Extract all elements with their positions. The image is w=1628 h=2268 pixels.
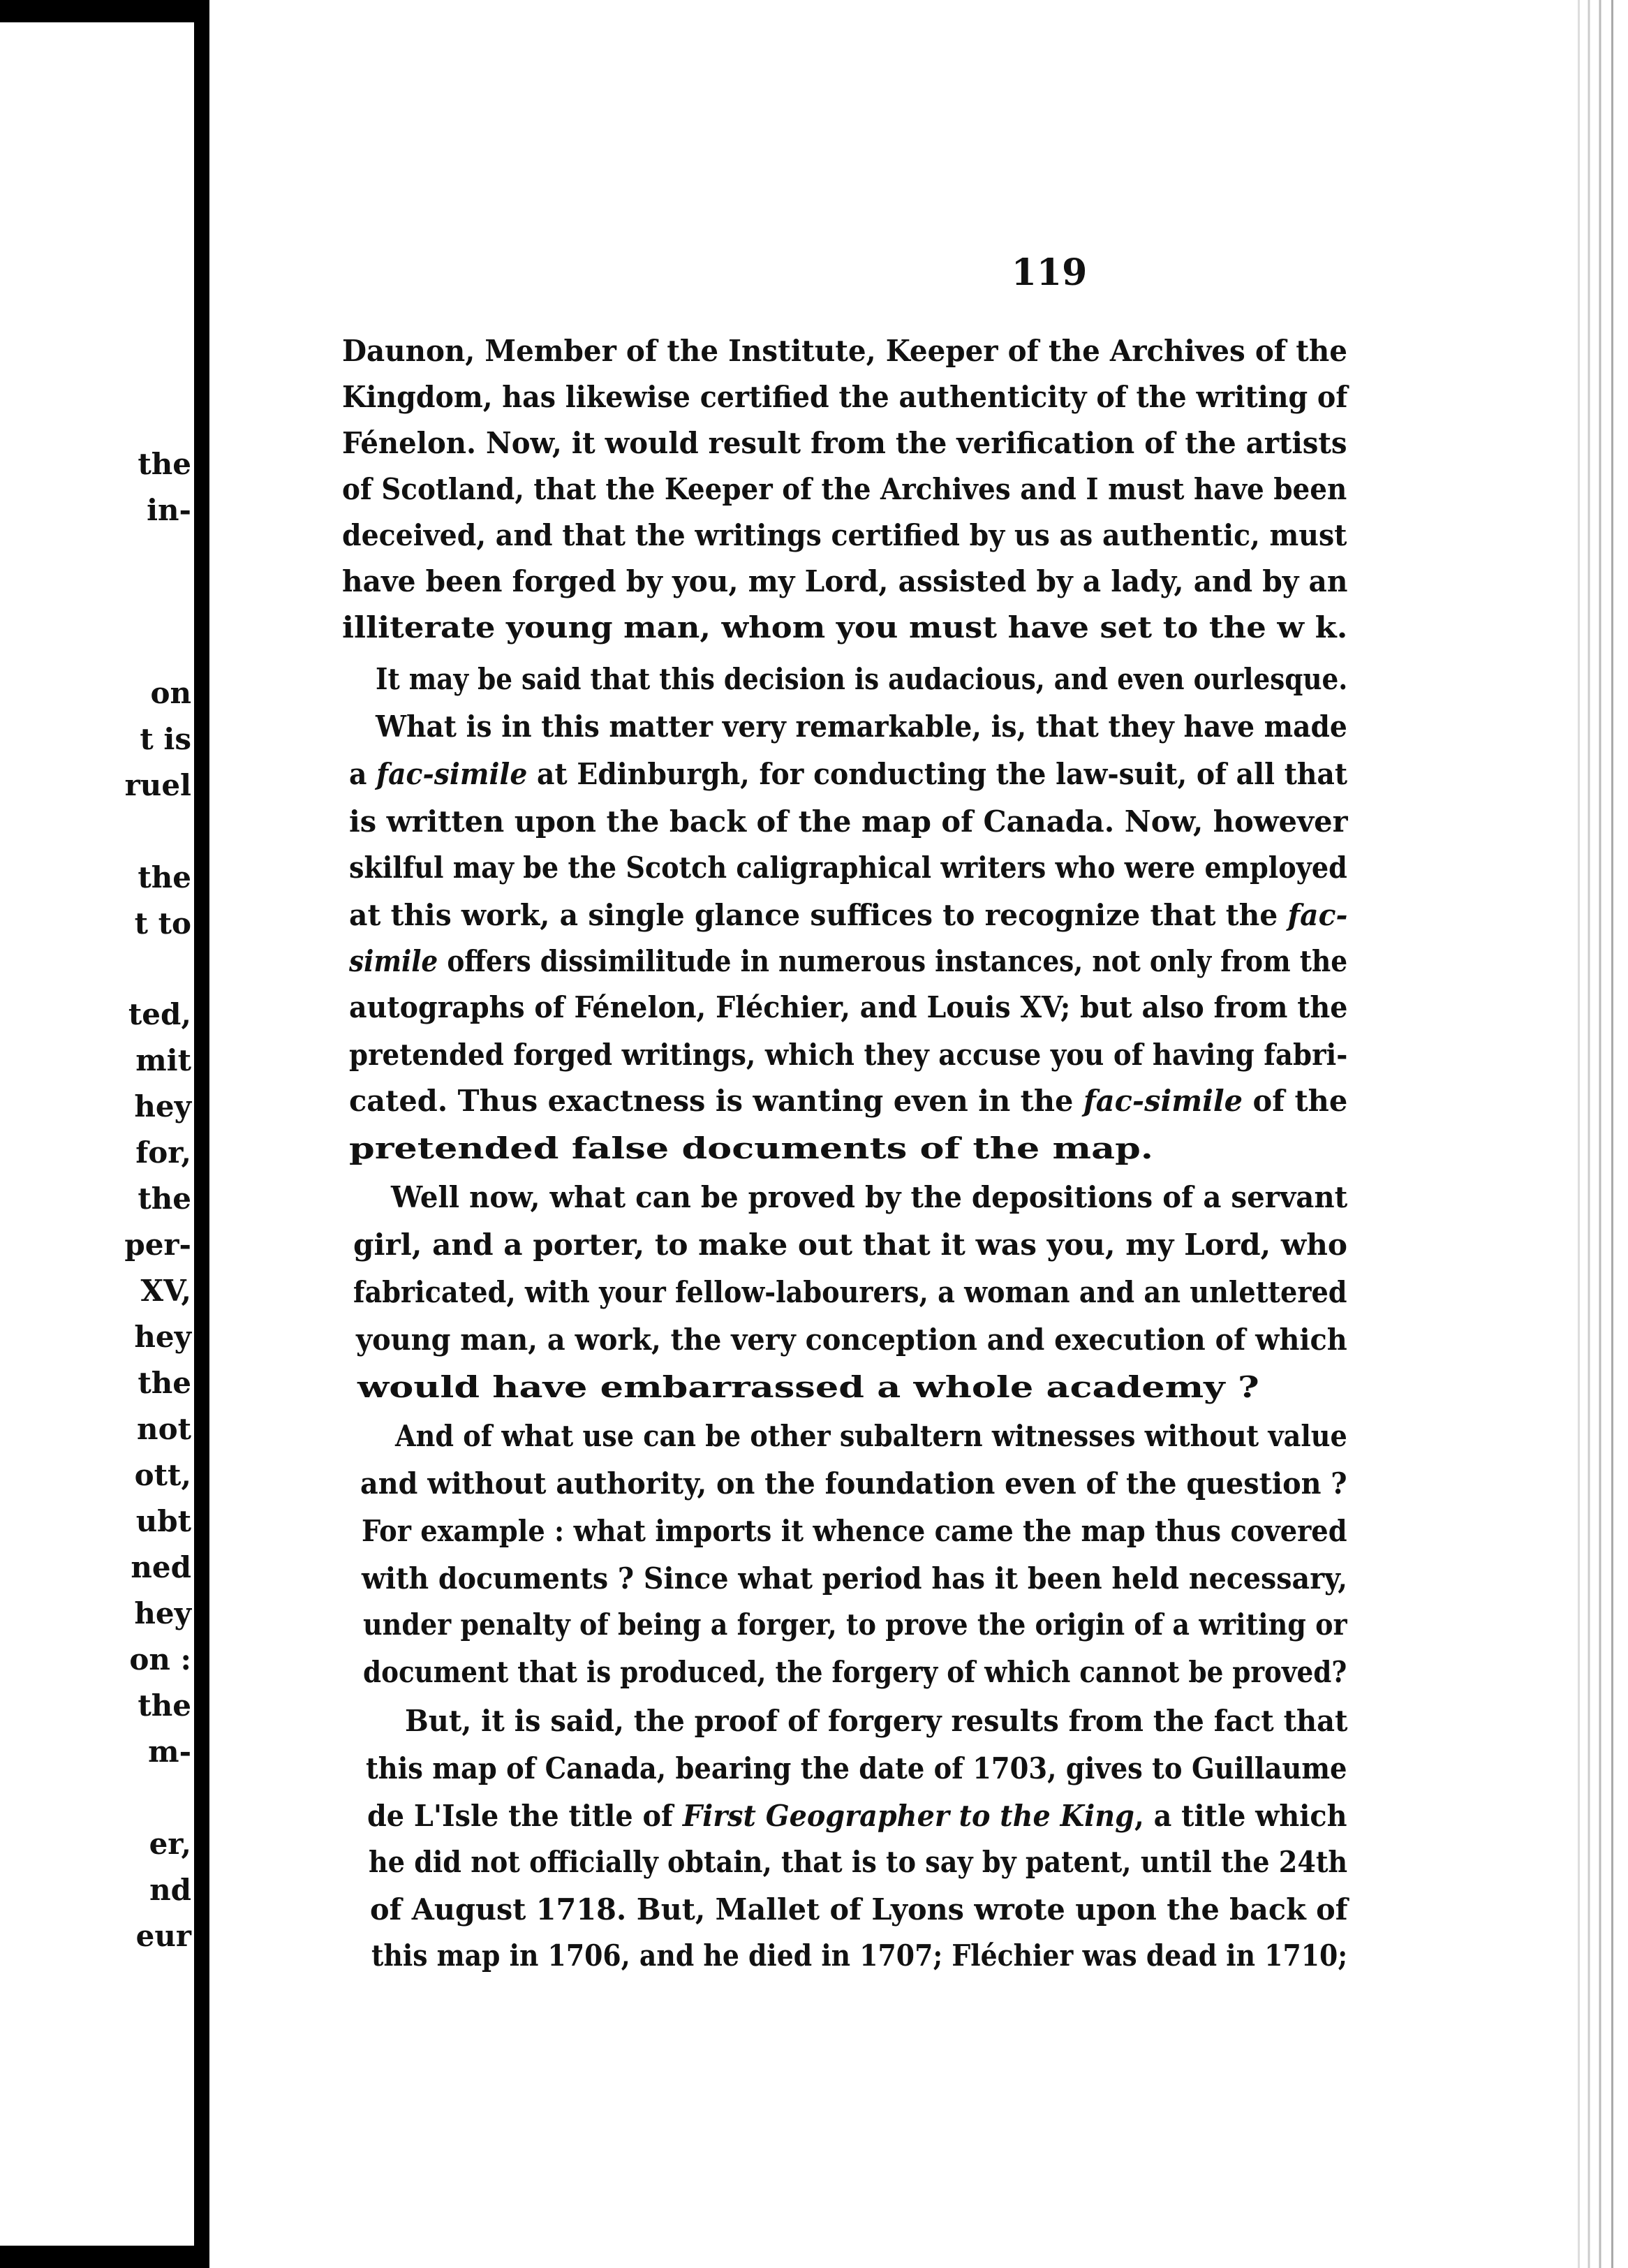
left-page-fragment: the: [138, 860, 191, 894]
left-page-fragment: on: [150, 676, 191, 710]
left-page-fragment: t to: [134, 906, 191, 941]
left-page-fragment: the: [138, 1688, 191, 1723]
left-page-fragment: for,: [135, 1135, 191, 1170]
left-page-fragment: hey: [134, 1596, 191, 1630]
left-page-fragment: t is: [140, 722, 191, 756]
left-page-fragment: per-: [124, 1228, 191, 1262]
left-page-fragment: ruel: [124, 768, 191, 802]
left-page-fragment: eur: [135, 1919, 191, 1953]
left-page-fragment: in-: [147, 493, 191, 527]
text-segment: at Edinburgh, for conducting the law-suit, of all that: [527, 757, 1348, 791]
left-page-fragment: mit: [135, 1043, 191, 1077]
left-page-fragment: not: [137, 1412, 191, 1446]
text-line: Daunon, Member of the Institute, Keeper of the Archives of the: [342, 334, 1347, 368]
text-line: Kingdom, has likewise certified the authenticity of the writing of: [342, 380, 1348, 414]
text-line: pretended forged writings, which they accuse you of having fabri-: [349, 1038, 1348, 1072]
text-segment: de L'Isle the title of: [367, 1799, 683, 1833]
text-line: with documents ? Since what period has it been held necessary,: [362, 1561, 1348, 1596]
text-line: he did not officially obtain, that is to say by patent, until the 24th: [369, 1845, 1348, 1879]
italic-phrase: fac-simile: [1083, 1084, 1243, 1118]
text-segment: a: [349, 757, 377, 791]
left-page-edge: [0, 22, 194, 2246]
left-page-fragment: ott,: [134, 1458, 191, 1492]
left-page-fragment: m-: [148, 1735, 191, 1769]
text-line: [349, 757, 1347, 791]
italic-phrase: fac-: [1287, 898, 1348, 932]
left-page-fragment: on :: [129, 1642, 191, 1677]
text-line: this map of Canada, bearing the date of 1703, gives to Guillaume: [366, 1751, 1347, 1785]
left-page-fragment: ted,: [128, 997, 191, 1031]
text-segment: of the: [1243, 1084, 1348, 1118]
text-line: Well now, what can be proved by the depositions of a servant: [391, 1180, 1348, 1214]
text-line: and without authority, on the foundation even of the question ?: [360, 1466, 1347, 1501]
text-line: It may be said that this decision is audacious, and even ourlesque.: [376, 662, 1348, 696]
left-page-fragment: nd: [149, 1873, 191, 1907]
text-line: of Scotland, that the Keeper of the Archives and I must have been: [342, 472, 1347, 506]
left-page-fragment: hey: [134, 1089, 191, 1124]
text-line: under penalty of being a forger, to prove the origin of a writing or: [363, 1607, 1347, 1642]
text-line: [349, 944, 1347, 978]
left-page-fragment: ubt: [135, 1504, 191, 1538]
text-line: autographs of Fénelon, Fléchier, and Louis XV; but also from the: [349, 990, 1348, 1024]
text-line: have been forged by you, my Lord, assisted by a lady, and by an: [342, 564, 1348, 598]
text-line: What is in this matter very remarkable, is, that they have made: [376, 709, 1347, 744]
text-line: fabricated, with your fellow-labourers, a woman and an unlettered: [353, 1275, 1347, 1309]
text-line: Fénelon. Now, it would result from the verification of the artists: [342, 426, 1347, 460]
left-page-fragment: er,: [149, 1827, 191, 1861]
italic-phrase: fac-simile: [376, 757, 528, 791]
text-line: deceived, and that the writings certified by us as authentic, must: [342, 518, 1347, 552]
text-line: document that is produced, the forgery of which cannot be proved?: [363, 1655, 1347, 1689]
left-page-fragment: the: [138, 447, 191, 481]
italic-phrase: First Geographer to the King: [682, 1799, 1134, 1833]
text-segment: offers dissimilitude in numerous instances, not only from the: [438, 944, 1348, 978]
text-line: illiterate young man, whom you must have set to the w k.: [342, 610, 1348, 645]
text-line: pretended false documents of the map.: [349, 1131, 1154, 1165]
text-line: girl, and a porter, to make out that it was you, my Lord, who: [353, 1228, 1348, 1262]
text-segment: cated. Thus exactness is wanting even in the: [349, 1084, 1083, 1118]
page-number: 119: [1011, 251, 1088, 294]
text-line: [349, 1084, 1347, 1118]
left-page-fragment: the: [138, 1181, 191, 1216]
text-segment: at this work, a single glance suffices to recognize that the: [349, 898, 1288, 932]
right-page: [209, 0, 1572, 2268]
text-line: [367, 1799, 1347, 1833]
left-page-fragment: the: [138, 1366, 191, 1400]
left-page-fragment: ned: [131, 1550, 191, 1584]
left-page-fragment: XV,: [140, 1274, 191, 1308]
italic-phrase: simile: [349, 944, 438, 978]
text-line: For example : what imports it whence came the map thus covered: [362, 1514, 1347, 1548]
left-page-fragment: hey: [134, 1320, 191, 1354]
text-line: is written upon the back of the map of Canada. Now, however: [349, 804, 1348, 839]
text-line: of August 1718. But, Mallet of Lyons wrote upon the back of: [370, 1892, 1348, 1927]
text-line: And of what use can be other subaltern witnesses without value: [395, 1419, 1347, 1453]
page-edge-stack: [1572, 0, 1628, 2268]
text-line: would have embarrassed a whole academy ?: [357, 1370, 1259, 1404]
text-line: young man, a work, the very conception and execution of which: [356, 1323, 1347, 1357]
text-line: skilful may be the Scotch caligraphical writers who were employed: [349, 850, 1347, 885]
text-line: [349, 898, 1347, 932]
text-line: this map in 1706, and he died in 1707; Fléchier was dead in 1710;: [371, 1938, 1348, 1973]
text-line: But, it is said, the proof of forgery results from the fact that: [405, 1704, 1348, 1738]
text-segment: , a title which: [1134, 1799, 1347, 1833]
